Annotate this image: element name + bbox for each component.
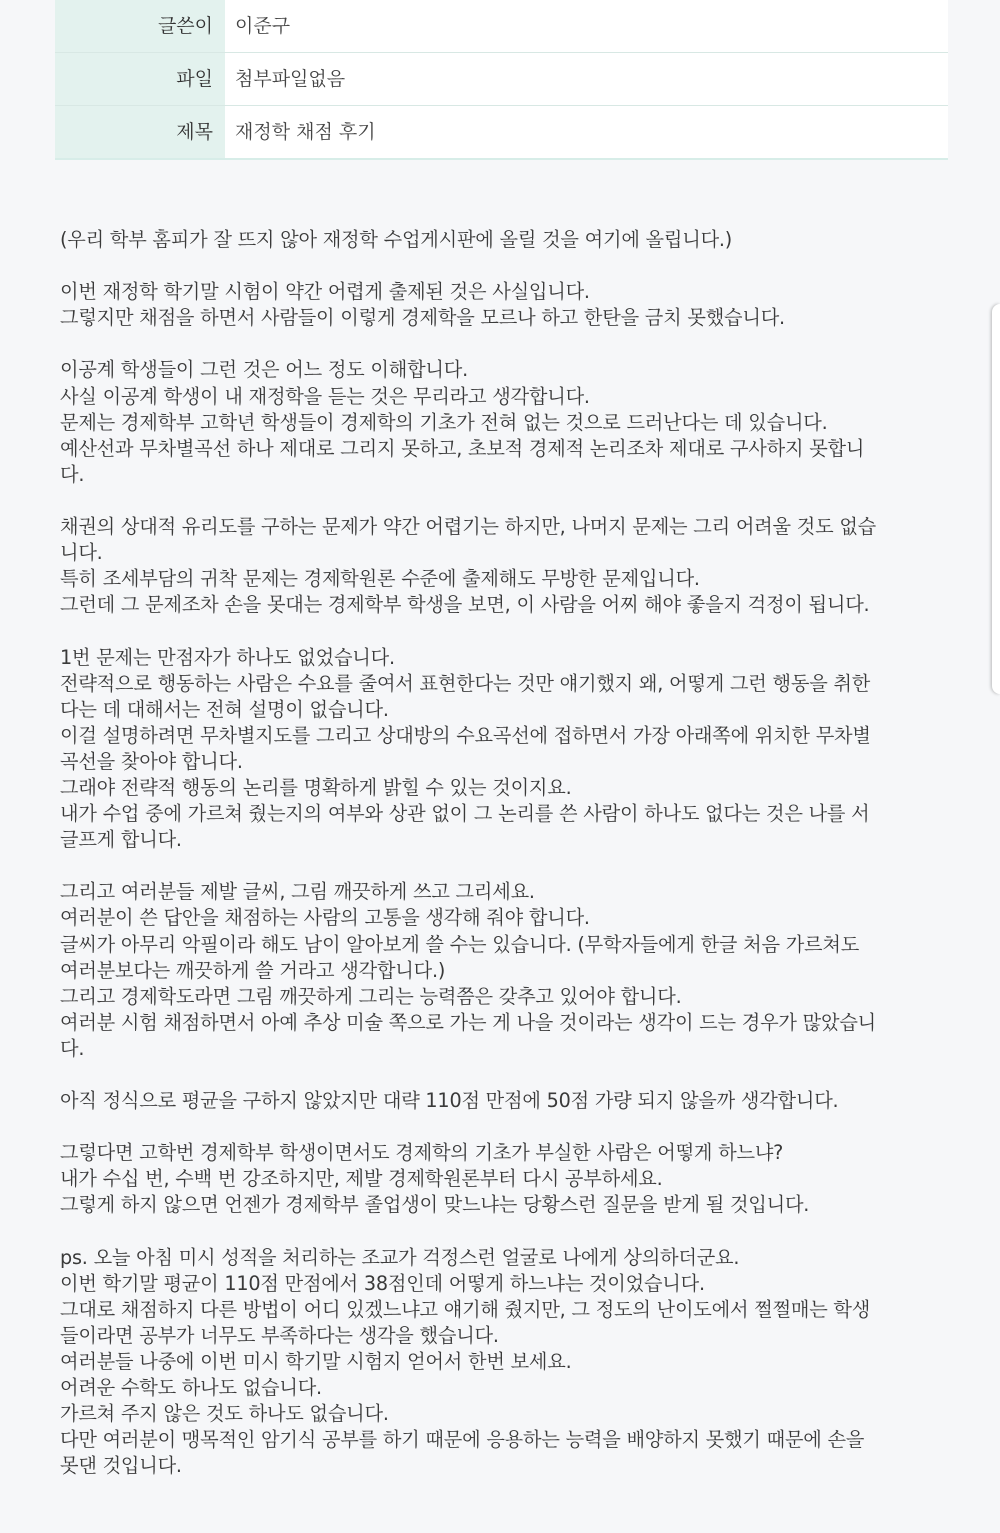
post-meta-table	[55, 0, 948, 160]
meta-row-title	[55, 106, 948, 158]
meta-row-file	[55, 53, 948, 106]
file-value: 첨부파일없음	[225, 53, 948, 105]
title-label: 제목	[55, 106, 225, 158]
title-value: 재정학 채점 후기	[225, 106, 948, 158]
meta-row-author	[55, 0, 948, 53]
scrollbar-handle[interactable]	[992, 304, 1000, 694]
post-body: (우리 학부 홈피가 잘 뜨지 않아 재정학 수업게시판에 올릴 것을 여기에 올립니다.) 이번 재정학 학기말 시험이 약간 어렵게 출제된 것은 사실입니다. 그렇지만 채점을 하면서 사람들이 이렇게 경제학을 모르나 하고 한탄을 금치 못했습니다. 이공계 학생들이 그런 것은 어느 정도 이해합니다. 사실 이공계 학생이 내 재정학을 듣는 것은 무리라고 생각합니다. 문제는 경제학부 고학년 학생들이 경제학의 기초가 전혀 없는 것으로 드러난다는 데 있습니다. 예산선과 무차별곡선 하나 제대로 그리지 못하고, 초보적 경제적 논리조차 제대로 구사하지 못합니 다. 채권의 상대적 유리도를 구하는 문제가 약간 어렵기는 하지만, 나머지 문제는 그리 어려울 것도 없습 니다. 특히 조세부담의 귀착 문제는 경제학원론 수준에 출제해도 무방한 문제입니다. 그런데 그 문제조차 손을 못대는 경제학부 학생을 보면, 이 사람을 어찌 해야 좋을지 걱정이 됩니다. 1번 문제는 만점자가 하나도 없었습니다. 전략적으로 행동하는 사람은 수요를 줄여서 표현한다는 것만 얘기했지 왜, 어떻게 그런 행동을 취한 다는 데 대해서는 전혀 설명이 없습니다. 이걸 설명하려면 무차별지도를 그리고 상대방의 수요곡선에 접하면서 가장 아래쪽에 위치한 무차별 곡선을 찾아야 합니다. 그래야 전략적 행동의 논리를 명확하게 밝힐 수 있는 것이지요. 내가 수업 중에 가르쳐 줬는지의 여부와 상관 없이 그 논리를 쓴 사람이 하나도 없다는 것은 나를 서 글프게 합니다. 그리고 여러분들 제발 글씨, 그림 깨끗하게 쓰고 그리세요. 여러분이 쓴 답안을 채점하는 사람의 고통을 생각해 줘야 합니다. 글씨가 아무리 악필이라 해도 남이 알아보게 쓸 수는 있습니다. (무학자들에게 한글 처음 가르쳐도 여러분보다는 깨끗하게 쓸 거라고 생각합니다.) 그리고 경제학도라면 그림 깨끗하게 그리는 능력쯤은 갖추고 있어야 합니다. 여러분 시험 채점하면서 아예 추상 미술 쪽으로 가는 게 나을 것이라는 생각이 드는 경우가 많았습니 다. 아직 정식으로 평균을 구하지 않았지만 대략 110점 만점에 50점 가량 되지 않을까 생각합니다. 그렇다면 고학번 경제학부 학생이면서도 경제학의 기초가 부실한 사람은 어떻게 하느냐? 내가 수십 번, 수백 번 강조하지만, 제발 경제학원론부터 다시 공부하세요. 그렇게 하지 않으면 언젠가 경제학부 졸업생이 맞느냐는 당황스런 질문을 받게 될 것입니다. ps. 오늘 아침 미시 성적을 처리하는 조교가 걱정스런 얼굴로 나에게 상의하더군요. 이번 학기말 평균이 110점 만점에서 38점인데 어떻게 하느냐는 것이었습니다. 그대로 채점하지 다른 방법이 어디 있겠느냐고 얘기해 줬지만, 그 정도의 난이도에서 쩔쩔매는 학생 들이라면 공부가 너무도 부족하다는 생각을 했습니다. 여러분들 나중에 이번 미시 학기말 시험지 얻어서 한번 보세요. 어려운 수학도 하나도 없습니다. 가르쳐 주지 않은 것도 하나도 없습니다. 다만 여러분이 맹목적인 암기식 공부를 하기 때문에 응용하는 능력을 배양하지 못했기 때문에 손을 못댄 것입니다.	[60, 228, 876, 1478]
author-value: 이준구	[225, 0, 948, 52]
file-label: 파일	[55, 53, 225, 105]
author-label: 글쓴이	[55, 0, 225, 52]
